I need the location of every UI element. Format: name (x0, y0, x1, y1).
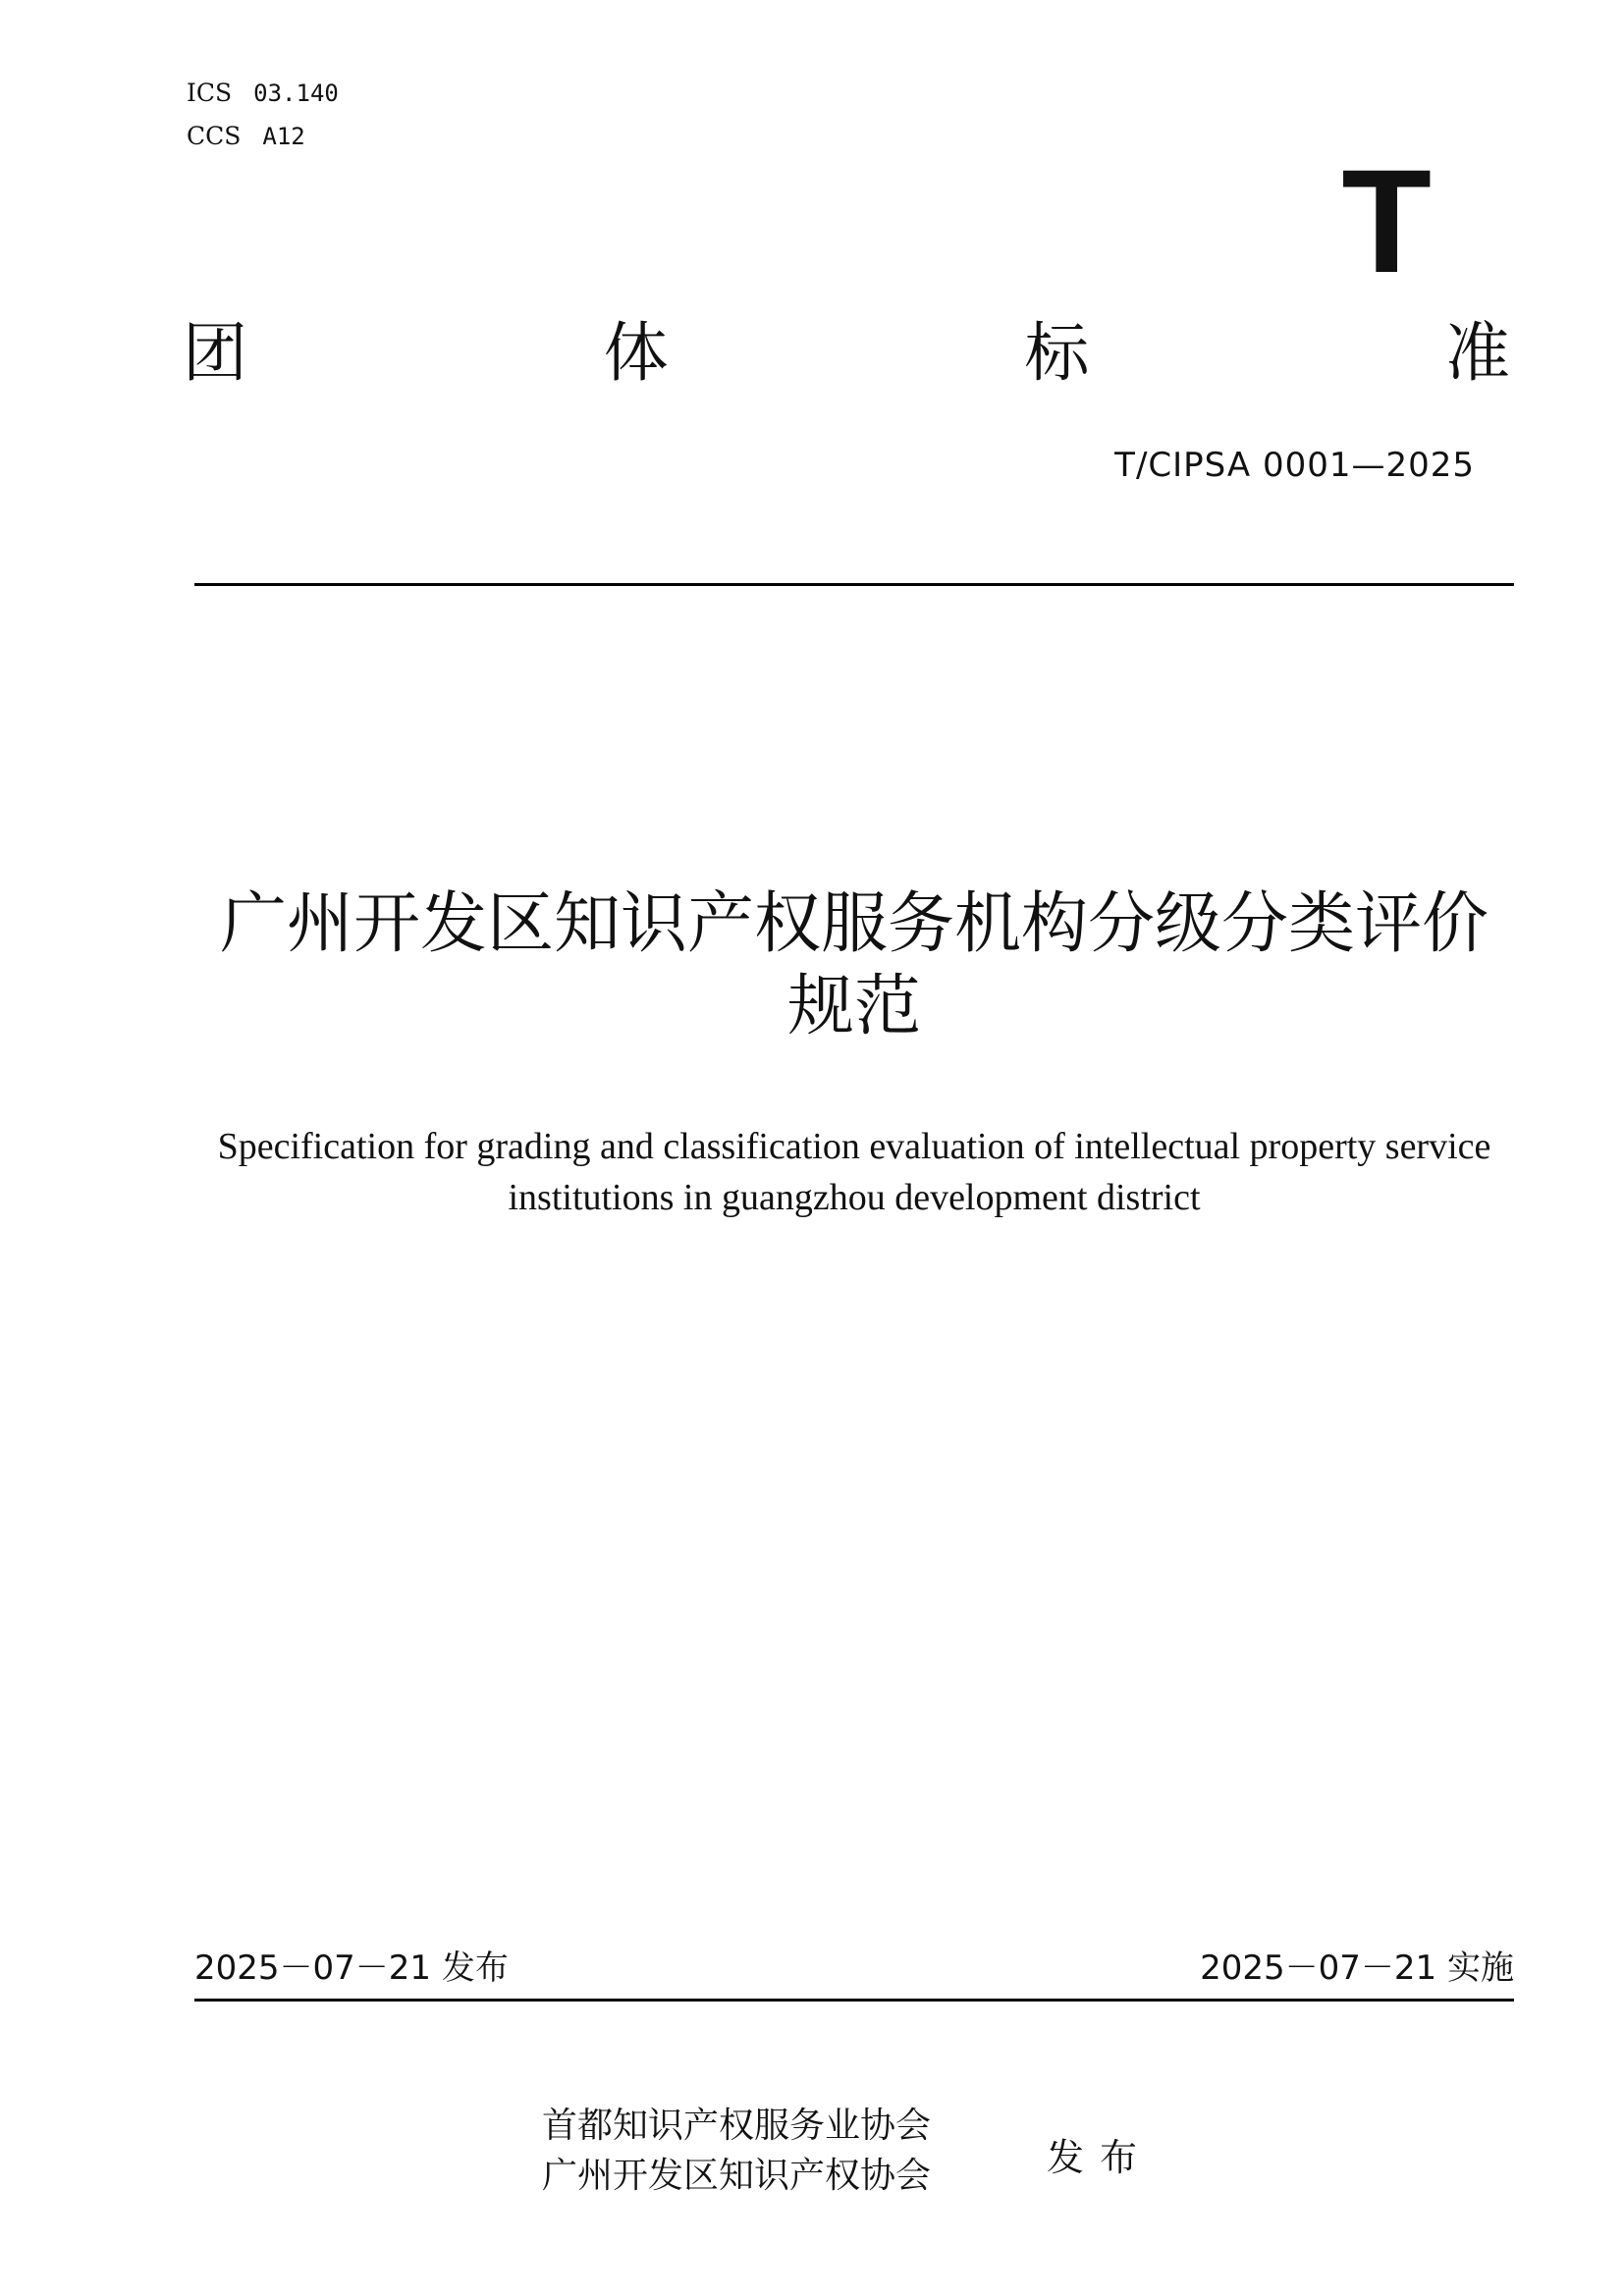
standard-type-heading (183, 314, 1510, 393)
footer-divider (194, 1999, 1514, 2002)
publisher-name: 首都知识产权服务业协会 (542, 2106, 932, 2146)
standard-type-char: 准 (1444, 315, 1510, 391)
publisher-list (542, 2101, 931, 2201)
standard-type-char: 标 (1024, 315, 1090, 391)
standard-letter-mark: T (1341, 138, 1432, 303)
ccs-label: CCS (187, 122, 242, 150)
publish-label: 发布 (1047, 2136, 1154, 2179)
ics-label: ICS (187, 79, 233, 107)
standard-type-char: 团 (183, 315, 247, 391)
title-english: Specification for grading and classification evaluation of intellectual property service institutions in guangzhou development district (217, 1126, 1491, 1218)
standard-number: T/CIPSA 0001—2025 (1114, 446, 1475, 485)
ics-classification (187, 79, 339, 108)
publish-date: 2025－07－21 发布 (194, 1949, 509, 1988)
publisher-name: 广州开发区知识产权协会 (542, 2156, 932, 2196)
ics-code: 03.140 (253, 80, 339, 107)
ccs-classification (187, 122, 305, 151)
standard-type-char: 体 (603, 315, 669, 391)
header-divider (194, 583, 1514, 586)
ccs-code: A12 (262, 123, 305, 150)
effective-date: 2025－07－21 实施 (1200, 1949, 1514, 1988)
title-chinese: 广州开发区知识产权服务机构分级分类评价规范 (219, 885, 1489, 1045)
